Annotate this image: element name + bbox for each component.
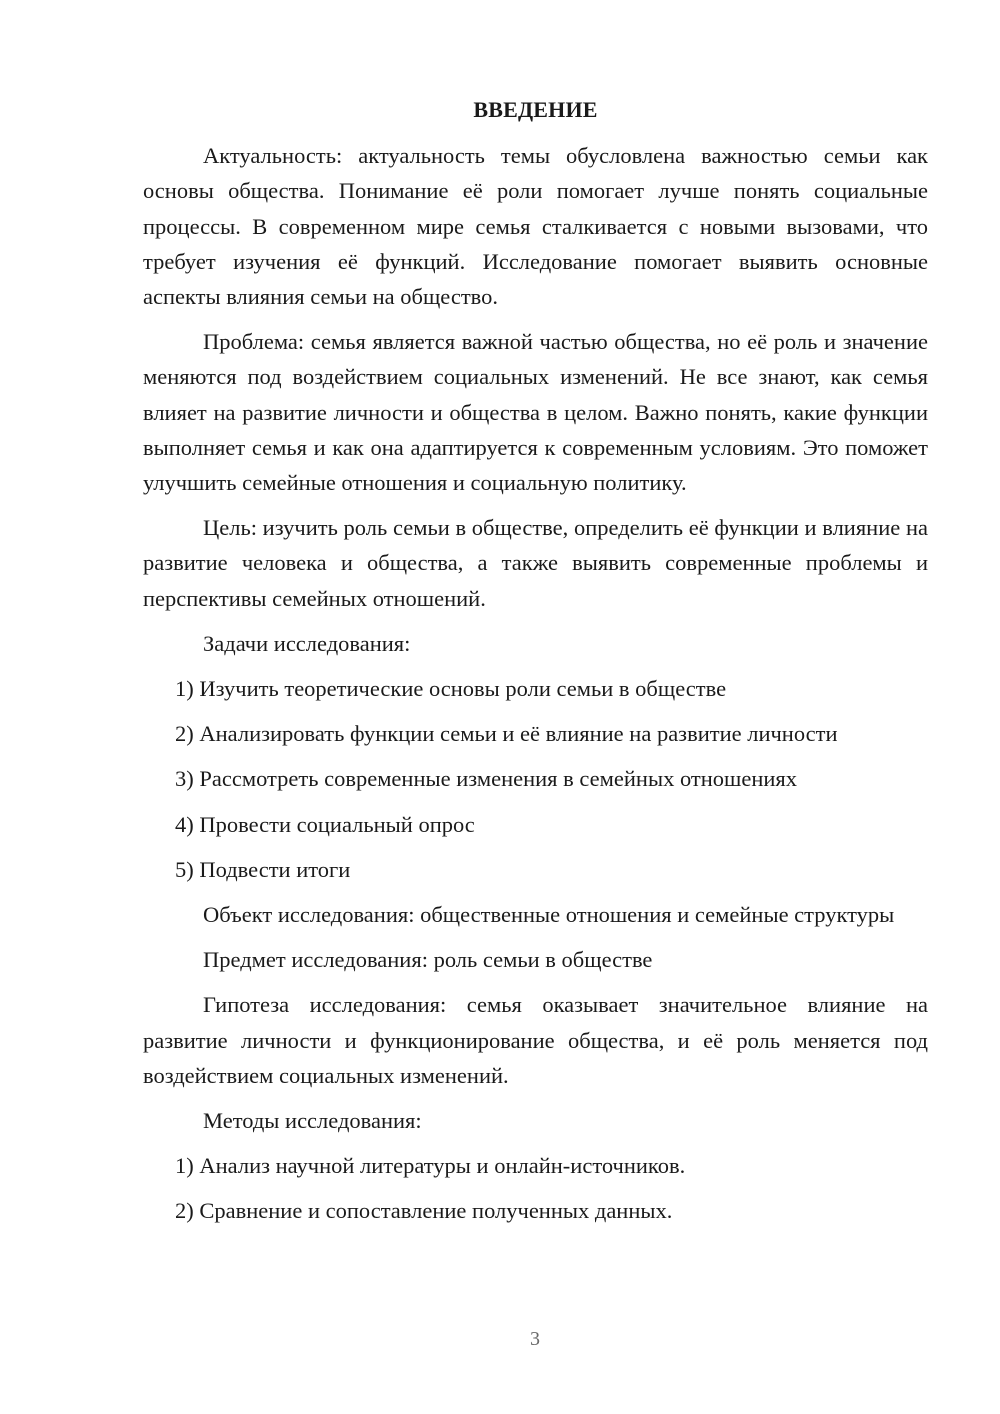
problem-paragraph: Проблема: семья является важной частью общества, но её роль и значение меняются под воздействием социальных изменений. Не все знают, как семья влияет на развитие личности и общества в целом. Важно понять, какие функции выполняет семья и как она адаптируется к современным условиям. Это поможет улучшить семейные отношения и социальную политику.: [143, 329, 928, 496]
section-heading: ВВЕДЕНИЕ: [473, 97, 598, 122]
methods-list: [143, 1148, 928, 1228]
method-item: 2) Сравнение и сопоставление полученных данных.: [175, 1198, 673, 1224]
goal-paragraph: Цель: изучить роль семьи в обществе, определить её функции и влияние на развитие человека и общества, а также выявить современные проблемы и перспективы семейных отношений.: [143, 515, 928, 611]
task-item: 1) Изучить теоретические основы роли семьи в обществе: [175, 676, 727, 702]
tasks-heading: Задачи исследования:: [203, 630, 411, 656]
task-item: 4) Провести социальный опрос: [175, 811, 475, 837]
relevance-paragraph: Актуальность: актуальность темы обусловлена важностью семьи как основы общества. Понимание её роли помогает лучше понять социальные процессы. В современном мире семья сталкивается с новыми вызовами, что требует изучения её функций. Исследование помогает выявить основные аспекты влияния семьи на общество.: [143, 143, 928, 310]
task-item: 3) Рассмотреть современные изменения в семейных отношениях: [175, 766, 798, 792]
page-content: [143, 92, 928, 1239]
task-item: 2) Анализировать функции семьи и её влияние на развитие личности: [175, 721, 838, 747]
object-paragraph: Объект исследования: общественные отношения и семейные структуры: [203, 902, 895, 928]
hypothesis-paragraph: Гипотеза исследования: семья оказывает значительное влияние на развитие личности и функционирование общества, и её роль меняется под воздействием социальных изменений.: [143, 992, 928, 1088]
methods-heading: Методы исследования:: [203, 1108, 422, 1134]
task-item: 5) Подвести итоги: [175, 856, 351, 882]
subject-paragraph: Предмет исследования: роль семьи в обществе: [203, 947, 653, 973]
tasks-list: [143, 671, 928, 887]
method-item: 1) Анализ научной литературы и онлайн-источников.: [175, 1153, 686, 1179]
page-number: 3: [530, 1328, 540, 1350]
